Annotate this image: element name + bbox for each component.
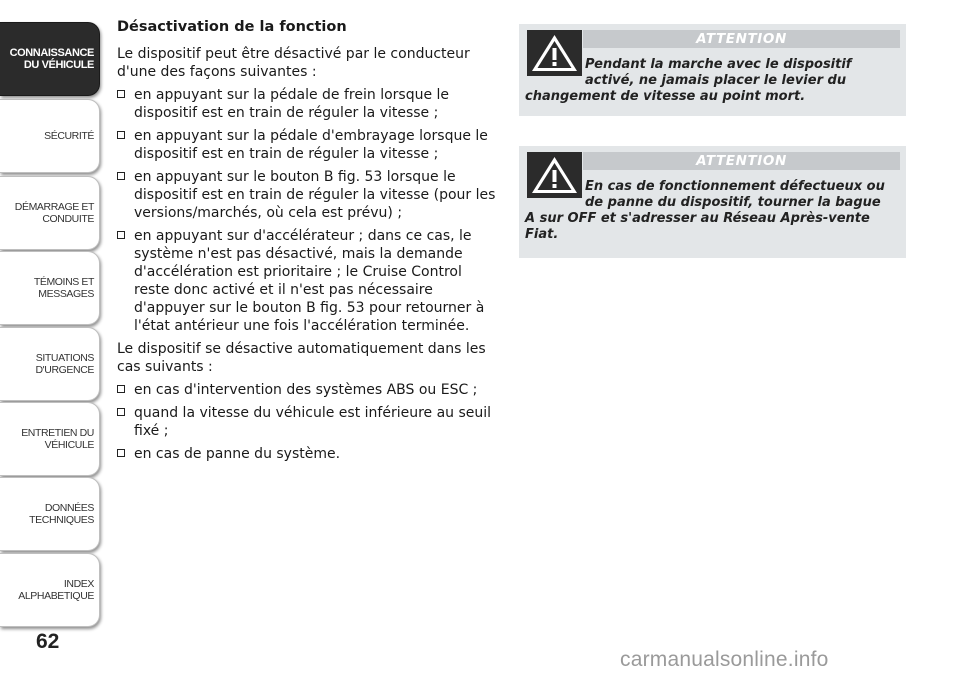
attention-line-rest: A sur OFF et s'adresser au Réseau Après-vente Fiat. xyxy=(525,211,870,242)
attention-box-neutral-gear xyxy=(519,24,906,116)
checkbox-bullet-icon xyxy=(117,131,125,139)
attention-line-1: Pendant la marche avec le dispositif xyxy=(585,57,852,72)
list-item xyxy=(117,127,497,163)
tab-demarrage-et-conduite[interactable] xyxy=(0,176,100,250)
page-number: 62 xyxy=(36,630,60,653)
tab-label-line1: ENTRETIEN DU xyxy=(21,427,94,439)
tab-label-line1: DÉMARRAGE ET xyxy=(14,201,94,213)
attention-line-1: En cas de fonctionnement défectueux ou xyxy=(585,179,885,194)
checkbox-bullet-icon xyxy=(117,385,125,393)
tab-label-line1: SÉCURITÉ xyxy=(44,130,94,142)
tab-donnees-techniques[interactable] xyxy=(0,477,100,551)
attention-line-2: activé, ne jamais placer le levier du xyxy=(585,73,847,88)
checkbox-bullet-icon xyxy=(117,172,125,180)
checkbox-bullet-icon xyxy=(117,90,125,98)
watermark: carmanualsonline.info xyxy=(620,648,829,671)
auto-intro-paragraph: Le dispositif se désactive automatiquement dans les cas suivants : xyxy=(117,341,486,375)
attention-line-rest: changement de vitesse au point mort. xyxy=(525,89,806,104)
section-heading: Désactivation de la fonction xyxy=(117,19,347,35)
tab-label-line2: MESSAGES xyxy=(38,288,94,300)
checkbox-bullet-icon xyxy=(117,449,125,457)
warning-triangle-icon xyxy=(527,152,582,198)
list-item xyxy=(117,445,497,463)
list-item-text: en appuyant sur d'accélérateur ; dans ce cas, le système n'est pas désactivé, mais la demande d'accélération est prioritaire ; le Cruise Control reste donc activé et il n'est pas nécessaire d'appuyer sur le bouton B fig. 53 pour retourner à l'état antérieur une fois l'accélération terminée. xyxy=(134,228,485,334)
tab-label-line1: DONNÉES xyxy=(44,502,94,514)
tab-label-line2: DU VÉHICULE xyxy=(23,59,94,71)
tab-label-line2: D'URGENCE xyxy=(35,364,94,376)
tab-label-line1: SITUATIONS xyxy=(35,352,94,364)
tab-entretien-du-vehicule[interactable] xyxy=(0,402,100,476)
tab-label-line1: INDEX xyxy=(63,578,94,590)
intro-paragraph: Le dispositif peut être désactivé par le conducteur d'une des façons suivantes : xyxy=(117,46,470,80)
manual-deactivation-list xyxy=(117,86,497,335)
list-item xyxy=(117,86,497,122)
tab-label-line2: ALPHABETIQUE xyxy=(18,590,94,602)
attention-title: ATTENTION xyxy=(583,152,900,170)
tab-securite[interactable] xyxy=(0,99,100,173)
list-item-text: en appuyant sur la pédale d'embrayage lorsque le dispositif est en train de réguler la vitesse ; xyxy=(134,128,488,162)
list-item-text: en appuyant sur le bouton B fig. 53 lorsque le dispositif est en train de réguler la vitesse (pour les versions/marchés, où cela est prévu) ; xyxy=(134,169,496,221)
tab-label-line1: TÉMOINS ET xyxy=(33,276,94,288)
tab-label-line2: VÉHICULE xyxy=(44,439,94,451)
tab-connaissance-du-vehicule[interactable] xyxy=(0,22,100,96)
tab-situations-durgence[interactable] xyxy=(0,327,100,401)
list-item xyxy=(117,227,497,335)
attention-title: ATTENTION xyxy=(583,30,900,48)
list-item xyxy=(117,168,497,222)
list-item xyxy=(117,381,497,399)
list-item-text: en appuyant sur la pédale de frein lorsque le dispositif est en train de réguler la vitesse ; xyxy=(134,87,450,121)
list-item xyxy=(117,404,497,440)
list-item-text: quand la vitesse du véhicule est inférieure au seuil fixé ; xyxy=(134,405,492,439)
attention-line-2: de panne du dispositif, tourner la bague xyxy=(585,195,881,210)
tab-label-line2: CONDUITE xyxy=(42,213,94,225)
checkbox-bullet-icon xyxy=(117,408,125,416)
tab-temoins-et-messages[interactable] xyxy=(0,251,100,325)
main-text-column xyxy=(117,18,497,468)
list-item-text: en cas de panne du système. xyxy=(134,446,341,462)
tab-index-alphabetique[interactable] xyxy=(0,553,100,627)
warning-triangle-icon xyxy=(527,30,582,76)
tab-label-line2: TECHNIQUES xyxy=(29,514,94,526)
checkbox-bullet-icon xyxy=(117,231,125,239)
attention-box-malfunction xyxy=(519,146,906,258)
tab-label-line1: CONNAISSANCE xyxy=(9,47,94,59)
auto-deactivation-list xyxy=(117,381,497,463)
list-item-text: en cas d'intervention des systèmes ABS ou ESC ; xyxy=(134,382,478,398)
